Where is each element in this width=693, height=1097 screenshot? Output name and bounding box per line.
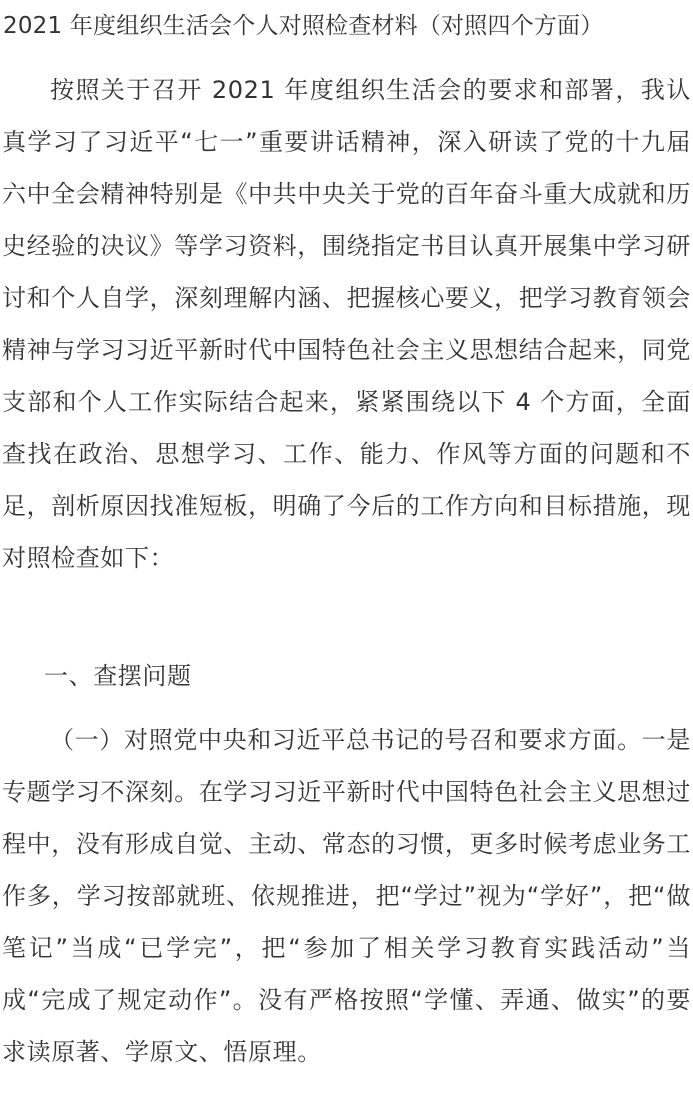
subsection-paragraph: （一）对照党中央和习近平总书记的号召和要求方面。一是专题学习不深刻。在学习习近平新时代中国特色社会主义思想过程中，没有形成自觉、主动、常态的习惯，更多时候考虑业务工作多，学习按部就班、依规推进，把“学过”视为“学好”，把“做笔记”当成“已学完”，把“参加了相关学习教育实践活动”当成“完成了规定动作”。没有严格按照“学懂、弄通、做实”的要求读原著、学原文、悟原理。 bbox=[2, 726, 691, 1066]
document-title: 2021 年度组织生活会个人对照检查材料（对照四个方面） bbox=[3, 13, 604, 39]
section-heading: 一、查摆问题 bbox=[44, 662, 192, 690]
intro-paragraph: 按照关于召开 2021 年度组织生活会的要求和部署，我认真学习了习近平“七一”重要讲话精神，深入研读了党的十九届六中全会精神特别是《中共中央关于党的百年奋斗重大成就和历史经验的决议》等学习资料，围绕指定书目认真开展集中学习研讨和个人自学，深刻理解内涵、把握核心要义，把学习教育领会精神与学习习近平新时代中国特色社会主义思想结合起来，同党支部和个人工作实际结合起来，紧紧围绕以下 4 个方面，全面查找在政治、思想学习、工作、能力、作风等方面的问题和不足，剖析原因找准短板，明确了今后的工作方向和目标措施，现对照检查如下： bbox=[2, 76, 691, 572]
